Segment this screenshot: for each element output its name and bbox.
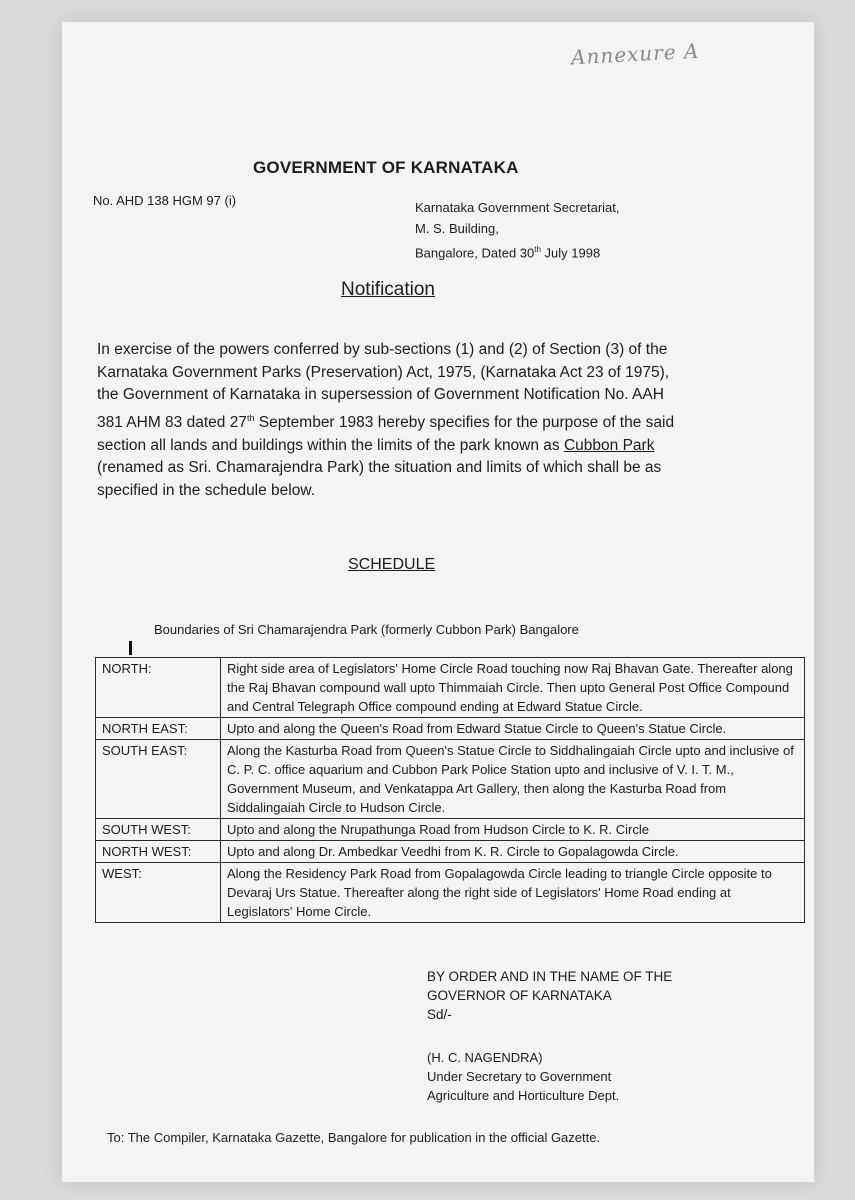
annexure-handwritten-note: Annexure A <box>570 38 700 70</box>
signatory-department: Agriculture and Horticulture Dept. <box>427 1088 620 1103</box>
table-row <box>96 718 805 740</box>
description-cell: Upto and along the Queen's Road from Edward Statue Circle to Queen's Statue Circle. <box>221 718 805 740</box>
signatory-block <box>427 1048 619 1105</box>
signatory-name: (H. C. NAGENDRA) <box>427 1050 543 1065</box>
paragraph-sup: th <box>246 412 255 423</box>
address-line-1: Karnataka Government Secretariat, <box>415 200 620 215</box>
paragraph-part-2: September 1983 hereby specifies for the purpose of the said section all lands and buildings within the limits of the park known as <box>97 413 675 454</box>
date-prefix: Bangalore, Dated 30 <box>415 245 535 261</box>
table-row <box>96 740 805 819</box>
distribution-line: To: The Compiler, Karnataka Gazette, Bangalore for publication in the official Gazette. <box>107 1130 601 1145</box>
direction-cell: WEST: <box>96 863 221 923</box>
description-cell: Upto and along Dr. Ambedkar Veedhi from K. R. Circle to Gopalagowda Circle. <box>221 841 805 863</box>
table-row <box>96 658 805 718</box>
order-block <box>427 967 672 1024</box>
notification-title: Notification <box>341 279 435 300</box>
table-row <box>96 841 805 863</box>
schedule-title: SCHEDULE <box>348 556 436 573</box>
direction-cell: SOUTH WEST: <box>96 819 221 841</box>
paragraph-part-3: (renamed as Sri. Chamarajendra Park) the situation and limits of which shall be as specified in the schedule below. <box>97 459 662 499</box>
description-cell: Along the Kasturba Road from Queen's Statue Circle to Siddhalingaiah Circle upto and inclusive of C. P. C. office aquarium and Cubbon Park Police Station upto and inclusive of V. I. T. M., Government Museum, and Venkatappa Art Gallery, then along the Kasturba Road from Siddalingaiah Circle to Hudson Circle. <box>221 740 805 819</box>
direction-cell: NORTH: <box>96 658 221 718</box>
order-line-2: GOVERNOR OF KARNATAKA <box>427 988 612 1003</box>
date-suffix-sup: th <box>534 245 541 254</box>
direction-cell: NORTH WEST: <box>96 841 221 863</box>
government-title: GOVERNMENT OF KARNATAKA <box>253 158 519 177</box>
park-name: Cubbon Park <box>563 436 655 454</box>
boundaries-table <box>95 657 805 923</box>
reference-number: No. AHD 138 HGM 97 (i) <box>93 193 237 208</box>
table-row <box>96 863 805 923</box>
direction-cell: NORTH EAST: <box>96 718 221 740</box>
signed-mark: Sd/- <box>427 1007 452 1022</box>
notification-paragraph <box>97 339 687 502</box>
table-row <box>96 819 805 841</box>
address-line-3 <box>415 239 620 263</box>
address-line-2: M. S. Building, <box>415 221 499 236</box>
signatory-designation: Under Secretary to Government <box>427 1069 612 1084</box>
description-cell: Along the Residency Park Road from Gopalagowda Circle leading to triangle Circle opposite to Devaraj Urs Statue. Thereafter along the right side of Legislators' Home Road ending at Legislators' Home Circle. <box>221 863 805 923</box>
paragraph-part-1: In exercise of the powers conferred by sub-sections (1) and (2) of Section (3) of the Karnataka Government Parks (Preservation) Act, 1975, (Karnataka Act 23 of 1975), the Government of Karnataka in supersession of Government Notification No. AAH 381 AHM 83 dated 27 <box>97 341 670 431</box>
secretariat-address <box>415 197 620 263</box>
margin-mark <box>129 641 132 655</box>
description-cell: Upto and along the Nrupathunga Road from Hudson Circle to K. R. Circle <box>221 819 805 841</box>
schedule-caption: Boundaries of Sri Chamarajendra Park (formerly Cubbon Park) Bangalore <box>154 622 579 637</box>
direction-cell: SOUTH EAST: <box>96 740 221 819</box>
description-cell: Right side area of Legislators' Home Circle Road touching now Raj Bhavan Gate. Thereafter along the Raj Bhavan compound wall upto Thimmaiah Circle. Then upto General Post Office Compound and Central Telegraph Office compound ending at Edward Statue Circle. <box>221 658 805 718</box>
order-line-1: BY ORDER AND IN THE NAME OF THE <box>427 969 673 984</box>
date-suffix: July 1998 <box>540 245 601 261</box>
